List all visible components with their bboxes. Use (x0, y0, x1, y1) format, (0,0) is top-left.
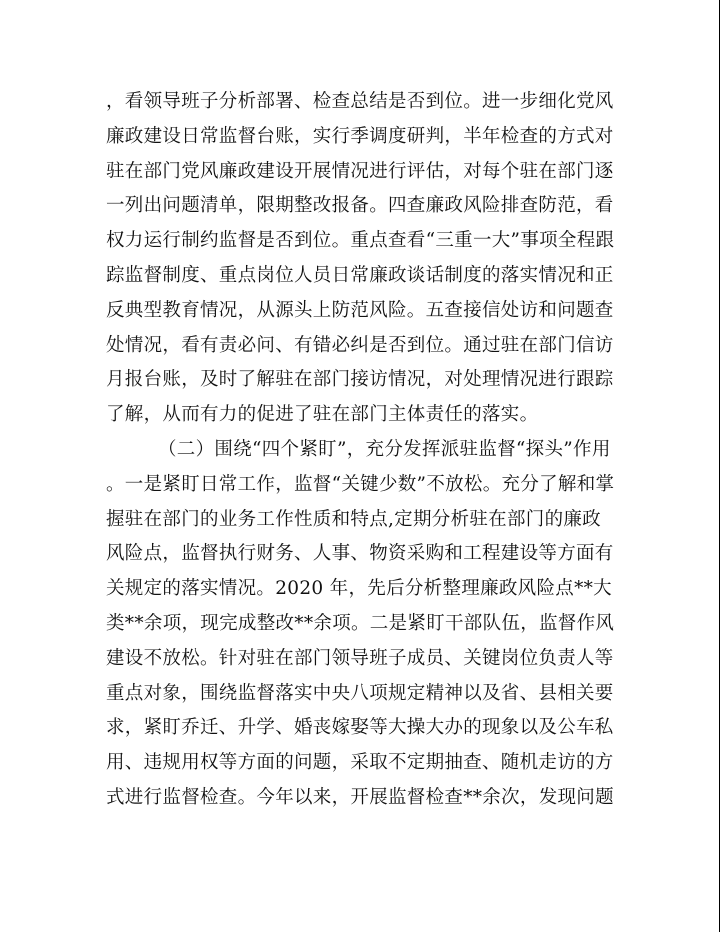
text-line: 月报台账，及时了解驻在部门接访情况，对处理情况进行跟踪 (106, 369, 614, 391)
text-line: 求，紧盯乔迁、升学、婚丧嫁娶等大操大办的现象以及公车私 (106, 717, 614, 739)
text-line: 一列出问题清单，限期整改报备。四查廉政风险排查防范，看 (106, 195, 614, 217)
text-line: 关规定的落实情况。2020 年，先后分析整理廉政风险点**大 (106, 578, 612, 600)
text-line: 。一是紧盯日常工作，监督“关键少数”不放松。充分了解和掌 (106, 473, 615, 495)
section-heading: （二）围绕“四个紧盯”，充分发挥派驻监督“探头”作用 (158, 438, 611, 460)
text-line: 握驻在部门的业务工作性质和特点,定期分析驻在部门的廉政 (106, 508, 601, 530)
body-text (106, 85, 626, 816)
text-line: 权力运行制约监督是否到位。重点查看“三重一大”事项全程跟 (106, 230, 615, 252)
text-line: 类**余项，现完成整改**余项。二是紧盯干部队伍，监督作风 (106, 612, 615, 634)
text-line: 风险点，监督执行财务、人事、物资采购和工程建设等方面有 (106, 543, 614, 565)
text-line: 驻在部门党风廉政建设开展情况进行评估，对每个驻在部门逐 (106, 160, 614, 182)
text-line: 踪监督制度、重点岗位人员日常廉政谈话制度的落实情况和正 (106, 264, 614, 286)
text-line: 建设不放松。针对驻在部门领导班子成员、关键岗位负责人等 (106, 647, 614, 669)
text-line: 反典型教育情况，从源头上防范风险。五查接信处访和问题查 (106, 299, 614, 321)
text-line: 了解，从而有力的促进了驻在部门主体责任的落实。 (106, 404, 539, 426)
text-line: 用、违规用权等方面的问题，采取不定期抽查、随机走访的方 (106, 752, 614, 774)
text-line: 处情况，看有责必问、有错必纠是否到位。通过驻在部门信访 (106, 334, 614, 356)
text-line: ，看领导班子分析部署、检查总结是否到位。进一步细化党风 (106, 91, 614, 112)
text-line: 式进行监督检查。今年以来，开展监督检查**余次，发现问题 (106, 786, 614, 808)
text-line: 廉政建设日常监督台账，实行季调度研判，半年检查的方式对 (106, 125, 614, 147)
text-line: 重点对象，围绕监督落实中央八项规定精神以及省、县相关要 (106, 682, 614, 704)
